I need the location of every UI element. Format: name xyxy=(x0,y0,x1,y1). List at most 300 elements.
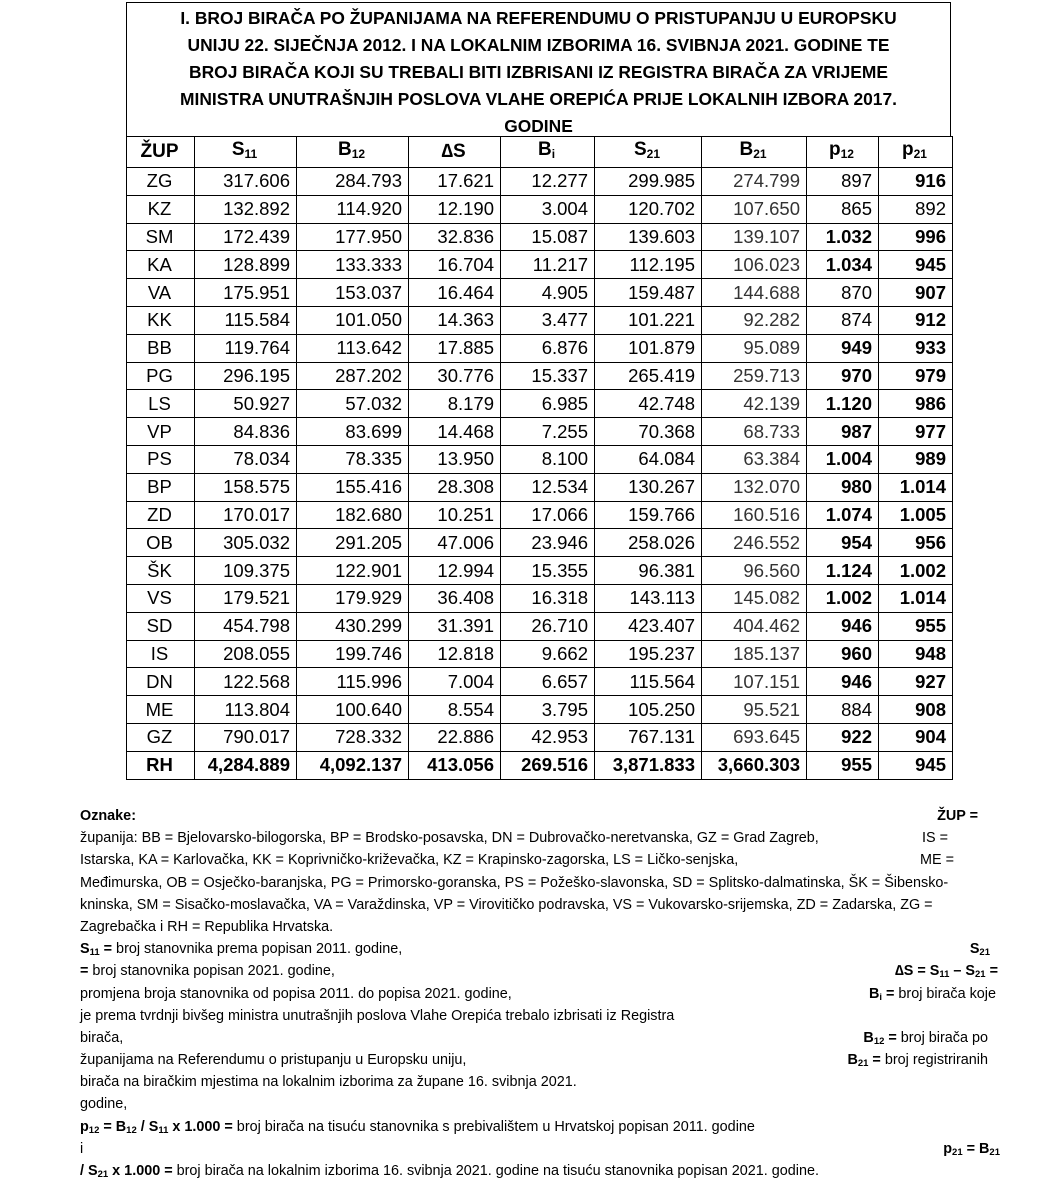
header-label: B xyxy=(537,139,552,160)
cell-zup: ZG xyxy=(127,168,195,196)
table-row xyxy=(127,501,953,529)
cell-delta-s: 22.886 xyxy=(409,723,501,751)
header-label: B xyxy=(739,139,754,160)
cell-s21: 130.267 xyxy=(595,473,702,501)
cell-p12: 1.074 xyxy=(807,501,879,529)
cell-p12: 980 xyxy=(807,473,879,501)
table-row xyxy=(127,362,953,390)
column-header-s21 xyxy=(595,137,702,168)
cell-bi: 11.217 xyxy=(501,251,595,279)
cell-b12: 114.920 xyxy=(297,195,409,223)
legend-row xyxy=(80,827,1000,849)
cell-p12: 960 xyxy=(807,640,879,668)
legend-text: S xyxy=(969,941,980,958)
cell-b21: 144.688 xyxy=(702,279,807,307)
cell-p21: 956 xyxy=(879,529,953,557)
cell-b21: 106.023 xyxy=(702,251,807,279)
cell-zup: VA xyxy=(127,279,195,307)
legend-row xyxy=(80,960,1000,982)
cell-b21: 693.645 xyxy=(702,723,807,751)
cell-zup: KA xyxy=(127,251,195,279)
cell-p12: 1.120 xyxy=(807,390,879,418)
legend-text: p xyxy=(943,1140,953,1157)
cell-zup: VS xyxy=(127,584,195,612)
legend-text: i xyxy=(80,1140,84,1157)
column-header-p12 xyxy=(807,137,879,168)
cell-s11: 78.034 xyxy=(195,445,297,473)
legend-text: broj stanovnika popisan 2021. godine, xyxy=(88,963,335,980)
cell-bi: 8.100 xyxy=(501,445,595,473)
cell-s11: 119.764 xyxy=(195,334,297,362)
cell-b12: 122.901 xyxy=(297,557,409,585)
cell-zup: BP xyxy=(127,473,195,501)
cell-delta-s: 12.994 xyxy=(409,557,501,585)
cell-s11: 172.439 xyxy=(195,223,297,251)
legend-text: broj stanovnika prema popisan 2011. godine, xyxy=(112,941,403,958)
cell-p12: 970 xyxy=(807,362,879,390)
legend-text: IS = xyxy=(922,830,948,847)
cell-b12: 153.037 xyxy=(297,279,409,307)
table-row xyxy=(127,445,953,473)
cell-s11: 179.521 xyxy=(195,584,297,612)
cell-p21: 945 xyxy=(879,751,953,779)
cell-p21: 1.002 xyxy=(879,557,953,585)
cell-p12: 949 xyxy=(807,334,879,362)
header-subscript: 21 xyxy=(753,147,767,161)
legend-row xyxy=(80,872,1000,894)
cell-zup: ZD xyxy=(127,501,195,529)
cell-p12: 1.032 xyxy=(807,223,879,251)
cell-s11: 4,284.889 xyxy=(195,751,297,779)
cell-b12: 430.299 xyxy=(297,612,409,640)
legend-title: Oznake: xyxy=(80,808,136,824)
cell-b21: 139.107 xyxy=(702,223,807,251)
header-subscript: 12 xyxy=(840,147,854,161)
legend-text: promjena broja stanovnika od popisa 2011. do popisa 2021. godine, xyxy=(80,985,512,1002)
cell-p21: 948 xyxy=(879,640,953,668)
cell-delta-s: 8.554 xyxy=(409,696,501,724)
table-row xyxy=(127,168,953,196)
cell-bi: 6.876 xyxy=(501,334,595,362)
cell-delta-s: 12.190 xyxy=(409,195,501,223)
cell-s21: 265.419 xyxy=(595,362,702,390)
legend-s11: $S_{11}$ = broj stanovnika prema popisan 2011. godine, xyxy=(80,941,403,959)
cell-p21: 989 xyxy=(879,445,953,473)
cell-bi: 42.953 xyxy=(501,723,595,751)
cell-delta-s: 28.308 xyxy=(409,473,501,501)
legend-ds: $\Delta S = S_{11} - S_{21}$ = xyxy=(894,963,998,981)
cell-b21: 107.151 xyxy=(702,668,807,696)
cell-b12: 179.929 xyxy=(297,584,409,612)
legend-p21-def: / $S_{21}$ x 1.000 = broj birača na lokalnim izborima 16. svibnja 2021. godine na tisuću stanovnika popisan 2021. godine. xyxy=(80,1163,820,1180)
cell-b21: 95.089 xyxy=(702,334,807,362)
cell-s11: 128.899 xyxy=(195,251,297,279)
legend-text: broj registriranih xyxy=(880,1052,988,1069)
header-subscript: i xyxy=(551,147,556,161)
cell-p21: 1.005 xyxy=(879,501,953,529)
legend-row xyxy=(80,916,1000,938)
cell-s21: 112.195 xyxy=(595,251,702,279)
legend-text: = B xyxy=(962,1140,990,1157)
cell-b21: 185.137 xyxy=(702,640,807,668)
legend-text: – S xyxy=(949,963,976,980)
column-header-p21 xyxy=(879,137,953,168)
cell-zup: PS xyxy=(127,445,195,473)
column-header-b21 xyxy=(702,137,807,168)
title-line: GODINE xyxy=(504,116,573,136)
cell-bi: 15.337 xyxy=(501,362,595,390)
cell-p12: 954 xyxy=(807,529,879,557)
legend-text: godine, xyxy=(80,1096,128,1113)
cell-delta-s: 36.408 xyxy=(409,584,501,612)
cell-p12: 946 xyxy=(807,612,879,640)
cell-b12: 155.416 xyxy=(297,473,409,501)
cell-b12: 57.032 xyxy=(297,390,409,418)
cell-p12: 1.034 xyxy=(807,251,879,279)
legend-p21: $p_{21} = B_{21}$ xyxy=(943,1140,1000,1158)
cell-s21: 42.748 xyxy=(595,390,702,418)
cell-bi: 23.946 xyxy=(501,529,595,557)
column-header-s11 xyxy=(195,137,297,168)
legend-text: broj birača na lokalnim izborima 16. svibnja 2021. godine na tisuću stanovnika popisan 2021. godine. xyxy=(172,1163,820,1179)
legend-row xyxy=(80,1027,1000,1049)
cell-bi: 4.905 xyxy=(501,279,595,307)
cell-p21: 986 xyxy=(879,390,953,418)
cell-delta-s: 14.468 xyxy=(409,418,501,446)
cell-zup: ŠK xyxy=(127,557,195,585)
cell-s21: 139.603 xyxy=(595,223,702,251)
cell-bi: 9.662 xyxy=(501,640,595,668)
cell-b12: 113.642 xyxy=(297,334,409,362)
cell-s21: 423.407 xyxy=(595,612,702,640)
table-row xyxy=(127,418,953,446)
cell-zup: SD xyxy=(127,612,195,640)
cell-b12: 101.050 xyxy=(297,306,409,334)
title-line: I. BROJ BIRAČA PO ŽUPANIJAMA NA REFERENDUMU O PRISTUPANJU U EUROPSKU xyxy=(180,8,897,28)
cell-p21: 979 xyxy=(879,362,953,390)
cell-p12: 987 xyxy=(807,418,879,446)
cell-zup: KZ xyxy=(127,195,195,223)
table-title xyxy=(126,2,951,136)
header-label: p xyxy=(902,139,914,160)
cell-b21: 107.650 xyxy=(702,195,807,223)
legend-p12: $p_{12} = B_{12} / S_{11}$ x 1.000 = broj birača na tisuću stanovnika s prebivalištem u Hrvatskoj popisan 2011. godine xyxy=(80,1118,755,1136)
cell-b12: 728.332 xyxy=(297,723,409,751)
legend-zup: ŽUP = xyxy=(937,808,978,824)
cell-p21: 904 xyxy=(879,723,953,751)
legend-row xyxy=(80,1005,1000,1027)
cell-p12: 1.124 xyxy=(807,557,879,585)
cell-b21: 68.733 xyxy=(702,418,807,446)
table-row xyxy=(127,668,953,696)
cell-s11: 790.017 xyxy=(195,723,297,751)
cell-zup: DN xyxy=(127,668,195,696)
cell-s21: 159.487 xyxy=(595,279,702,307)
column-header-delta-s xyxy=(409,137,501,168)
legend-s21: $S_{21}$ xyxy=(969,941,990,959)
cell-b21: 96.560 xyxy=(702,557,807,585)
header-row xyxy=(127,137,953,168)
cell-b21: 259.713 xyxy=(702,362,807,390)
cell-bi: 17.066 xyxy=(501,501,595,529)
cell-bi: 269.516 xyxy=(501,751,595,779)
legend-text: broj birača koje xyxy=(894,985,996,1002)
legend-row xyxy=(80,1049,1000,1071)
legend-row xyxy=(80,983,1000,1005)
header-label: B xyxy=(337,139,352,160)
cell-s11: 208.055 xyxy=(195,640,297,668)
cell-bi: 3.795 xyxy=(501,696,595,724)
cell-b21: 95.521 xyxy=(702,696,807,724)
column-header-b12 xyxy=(297,137,409,168)
cell-bi: 6.985 xyxy=(501,390,595,418)
cell-b12: 4,092.137 xyxy=(297,751,409,779)
cell-s11: 115.584 xyxy=(195,306,297,334)
cell-s11: 132.892 xyxy=(195,195,297,223)
legend-row xyxy=(80,1093,1000,1115)
cell-zup: BB xyxy=(127,334,195,362)
cell-b21: 92.282 xyxy=(702,306,807,334)
legend-text: birača, xyxy=(80,1029,124,1046)
cell-b21: 145.082 xyxy=(702,584,807,612)
cell-p21: 977 xyxy=(879,418,953,446)
header-label: ∆S xyxy=(441,141,466,162)
cell-s11: 296.195 xyxy=(195,362,297,390)
header-label: S xyxy=(231,139,245,160)
table-row xyxy=(127,529,953,557)
cell-s11: 50.927 xyxy=(195,390,297,418)
cell-b12: 287.202 xyxy=(297,362,409,390)
cell-b21: 42.139 xyxy=(702,390,807,418)
cell-bi: 6.657 xyxy=(501,668,595,696)
cell-delta-s: 30.776 xyxy=(409,362,501,390)
cell-p21: 955 xyxy=(879,612,953,640)
cell-s21: 3,871.833 xyxy=(595,751,702,779)
legend xyxy=(80,805,1000,1182)
cell-p21: 892 xyxy=(879,195,953,223)
cell-delta-s: 10.251 xyxy=(409,501,501,529)
cell-b12: 133.333 xyxy=(297,251,409,279)
cell-b12: 100.640 xyxy=(297,696,409,724)
cell-p12: 922 xyxy=(807,723,879,751)
table-row xyxy=(127,723,953,751)
voters-table xyxy=(126,136,953,780)
cell-delta-s: 31.391 xyxy=(409,612,501,640)
cell-bi: 3.477 xyxy=(501,306,595,334)
legend-text: županijama na Referendumu o pristupanju u Europsku uniju, xyxy=(80,1052,467,1069)
header-label: p xyxy=(829,139,841,160)
title-line: UNIJU 22. SIJEČNJA 2012. I NA LOKALNIM IZBORIMA 16. SVIBNJA 2021. GODINE TE xyxy=(187,35,890,55)
cell-p12: 897 xyxy=(807,168,879,196)
cell-b12: 199.746 xyxy=(297,640,409,668)
legend-text: ME = xyxy=(920,852,954,869)
cell-zup: PG xyxy=(127,362,195,390)
cell-p21: 945 xyxy=(879,251,953,279)
cell-bi: 15.355 xyxy=(501,557,595,585)
title-line: BROJ BIRAČA KOJI SU TREBALI BITI IZBRISANI IZ REGISTRA BIRAČA ZA VRIJEME xyxy=(189,62,888,82)
cell-s21: 767.131 xyxy=(595,723,702,751)
table-row xyxy=(127,223,953,251)
cell-b21: 3,660.303 xyxy=(702,751,807,779)
cell-delta-s: 17.621 xyxy=(409,168,501,196)
legend-text: Istarska, KA = Karlovačka, KK = Koprivničko-križevačka, KZ = Krapinsko-zagorska, LS = Ličko-senjska, xyxy=(80,852,739,869)
cell-s11: 84.836 xyxy=(195,418,297,446)
cell-bi: 26.710 xyxy=(501,612,595,640)
cell-zup: KK xyxy=(127,306,195,334)
legend-text: = broj stanovnika popisan 2021. godine, xyxy=(80,963,335,980)
cell-s21: 299.985 xyxy=(595,168,702,196)
cell-p21: 933 xyxy=(879,334,953,362)
cell-delta-s: 14.363 xyxy=(409,306,501,334)
cell-delta-s: 413.056 xyxy=(409,751,501,779)
cell-bi: 3.004 xyxy=(501,195,595,223)
cell-b12: 78.335 xyxy=(297,445,409,473)
cell-bi: 16.318 xyxy=(501,584,595,612)
column-header-zup xyxy=(127,137,195,168)
cell-p12: 1.004 xyxy=(807,445,879,473)
table-row xyxy=(127,334,953,362)
cell-p12: 870 xyxy=(807,279,879,307)
cell-s21: 70.368 xyxy=(595,418,702,446)
cell-delta-s: 12.818 xyxy=(409,640,501,668)
cell-b12: 177.950 xyxy=(297,223,409,251)
table-row xyxy=(127,306,953,334)
cell-s11: 122.568 xyxy=(195,668,297,696)
cell-b12: 182.680 xyxy=(297,501,409,529)
legend-b21: $B_{21}$ = broj registriranih xyxy=(847,1052,988,1070)
cell-delta-s: 7.004 xyxy=(409,668,501,696)
title-line: MINISTRA UNUTRAŠNJIH POSLOVA VLAHE OREPIĆA PRIJE LOKALNIH IZBORA 2017. xyxy=(180,89,897,109)
legend-row xyxy=(80,805,1000,827)
cell-zup: ME xyxy=(127,696,195,724)
cell-delta-s: 16.464 xyxy=(409,279,501,307)
legend-row xyxy=(80,1138,1000,1160)
cell-p12: 865 xyxy=(807,195,879,223)
cell-s21: 120.702 xyxy=(595,195,702,223)
header-subscript: 12 xyxy=(351,147,366,161)
legend-b12: $B_{12}$ = broj birača po xyxy=(863,1029,988,1047)
cell-s21: 105.250 xyxy=(595,696,702,724)
table-body xyxy=(127,168,953,780)
cell-p12: 946 xyxy=(807,668,879,696)
cell-zup: RH xyxy=(127,751,195,779)
cell-bi: 7.255 xyxy=(501,418,595,446)
cell-p12: 874 xyxy=(807,306,879,334)
cell-p12: 1.002 xyxy=(807,584,879,612)
cell-b12: 291.205 xyxy=(297,529,409,557)
cell-p21: 908 xyxy=(879,696,953,724)
cell-bi: 15.087 xyxy=(501,223,595,251)
header-subscript: 11 xyxy=(244,147,258,161)
cell-zup: VP xyxy=(127,418,195,446)
cell-b12: 115.996 xyxy=(297,668,409,696)
legend-row xyxy=(80,894,1000,916)
legend-row xyxy=(80,1071,1000,1093)
legend-text: je prema tvrdnji bivšeg ministra unutrašnjih poslova Vlahe Orepića trebalo izbrisati iz Registra xyxy=(80,1007,675,1024)
cell-s21: 64.084 xyxy=(595,445,702,473)
cell-zup: LS xyxy=(127,390,195,418)
cell-s11: 317.606 xyxy=(195,168,297,196)
legend-text: ∆S = S xyxy=(894,963,940,980)
legend-text: Zagrebačka i RH = Republika Hrvatska. xyxy=(80,918,334,935)
header-subscript: 21 xyxy=(646,147,661,161)
table-row xyxy=(127,390,953,418)
cell-p21: 916 xyxy=(879,168,953,196)
header-label: ŽUP xyxy=(140,141,179,162)
cell-p21: 1.014 xyxy=(879,584,953,612)
cell-s11: 158.575 xyxy=(195,473,297,501)
cell-bi: 12.534 xyxy=(501,473,595,501)
cell-s11: 175.951 xyxy=(195,279,297,307)
legend-text: broj birača na tisuću stanovnika s prebivalištem u Hrvatskoj popisan 2011. godine xyxy=(232,1118,755,1135)
legend-text: kninska, SM = Sisačko-moslavačka, VA = Varaždinska, VP = Virovitičko podravska, VS = Vukovarsko-srijemska, ZD = Zadarska, ZG = xyxy=(80,896,933,913)
cell-delta-s: 13.950 xyxy=(409,445,501,473)
header-label: S xyxy=(633,139,647,160)
cell-b21: 132.070 xyxy=(702,473,807,501)
legend-row xyxy=(80,849,1000,871)
cell-b12: 83.699 xyxy=(297,418,409,446)
legend-text: = xyxy=(985,963,998,980)
legend-bi: $B_i$ = broj birača koje xyxy=(868,985,996,1003)
cell-b21: 160.516 xyxy=(702,501,807,529)
cell-b12: 284.793 xyxy=(297,168,409,196)
legend-text: županija: BB = Bjelovarsko-bilogorska, BP = Brodsko-posavska, DN = Dubrovačko-neretvanska, GZ = Grad Zagreb, xyxy=(80,830,819,847)
table-row xyxy=(127,279,953,307)
cell-s21: 159.766 xyxy=(595,501,702,529)
cell-p21: 1.014 xyxy=(879,473,953,501)
table-row xyxy=(127,195,953,223)
cell-s11: 454.798 xyxy=(195,612,297,640)
cell-delta-s: 32.836 xyxy=(409,223,501,251)
table-row xyxy=(127,640,953,668)
legend-text: broj birača po xyxy=(896,1029,988,1046)
cell-s21: 258.026 xyxy=(595,529,702,557)
total-row xyxy=(127,751,953,779)
table-row xyxy=(127,473,953,501)
table-row xyxy=(127,251,953,279)
cell-bi: 12.277 xyxy=(501,168,595,196)
cell-p12: 884 xyxy=(807,696,879,724)
cell-delta-s: 47.006 xyxy=(409,529,501,557)
cell-p21: 907 xyxy=(879,279,953,307)
header-subscript: 21 xyxy=(913,147,927,161)
cell-s21: 115.564 xyxy=(595,668,702,696)
cell-delta-s: 17.885 xyxy=(409,334,501,362)
cell-p21: 996 xyxy=(879,223,953,251)
cell-s11: 170.017 xyxy=(195,501,297,529)
legend-text: birača na biračkim mjestima na lokalnim izborima za župane 16. svibnja 2021. xyxy=(80,1074,577,1091)
column-header-bi xyxy=(501,137,595,168)
cell-p21: 912 xyxy=(879,306,953,334)
cell-s21: 101.879 xyxy=(595,334,702,362)
legend-text: Međimurska, OB = Osječko-baranjska, PG = Primorsko-goranska, PS = Požeško-slavonska, SD = Splitsko-dalmatinska, ŠK = Šibensko- xyxy=(80,874,949,891)
cell-zup: OB xyxy=(127,529,195,557)
cell-s21: 195.237 xyxy=(595,640,702,668)
table-row xyxy=(127,612,953,640)
cell-delta-s: 8.179 xyxy=(409,390,501,418)
cell-p21: 927 xyxy=(879,668,953,696)
cell-s21: 143.113 xyxy=(595,584,702,612)
cell-zup: GZ xyxy=(127,723,195,751)
cell-b21: 274.799 xyxy=(702,168,807,196)
cell-s21: 96.381 xyxy=(595,557,702,585)
cell-s11: 113.804 xyxy=(195,696,297,724)
legend-row xyxy=(80,1116,1000,1138)
legend-row xyxy=(80,1160,1000,1182)
cell-s11: 305.032 xyxy=(195,529,297,557)
legend-row xyxy=(80,938,1000,960)
cell-b21: 246.552 xyxy=(702,529,807,557)
